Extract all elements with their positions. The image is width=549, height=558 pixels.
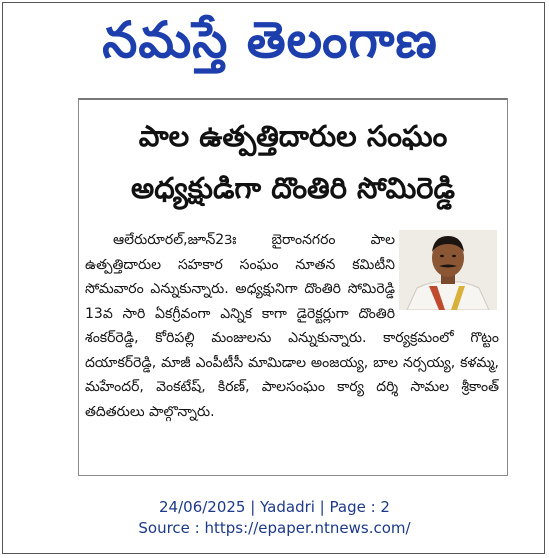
news-clipping (78, 98, 508, 476)
article-paragraph: ఆలేరురూరల్‌,జూన్‌23ః బైరాంనగరం పాల ఉత్పత్తిదారుల సహకార సంఘం నూతన కమిటీని సోమవారం ఎన్నుకున్నారు. అధ్యక్షునిగా దొంతిరి సోమిరెడ్డి 13వ సారి ఏకగ్రీవంగా ఎన్నిక కాగా డైరెక్టర్లుగా దొంతిరి శంకర్‌రెడ్డి, కోరిపల్లి మంజులను ఎన్నుకున్నారు. కార్యక్రమంలో గొట్టం దయాకర్‌రెడ్డి, మాజీ ఎంపీటీసీ మామిడాల అంజయ్య, బాల నర్సయ్య, కళమ్మ, మహేందర్‌, వెంకటేష్‌, కిరణ్‌, పాలసంఘం కార్య దర్శి సామల శ్రీకాంత్‌ తదితరులు పాల్గొన్నారు. (85, 232, 499, 420)
headline-line-2: అధ్యక్షుడిగా దొంతిరి సోమిరెడ్డి (131, 171, 455, 205)
date-edition-page: 24/06/2025 | Yadadri | Page : 2 (159, 498, 390, 516)
article-body (85, 228, 499, 424)
headline-line-1: పాల ఉత్పత్తిదారుల సంఘం (138, 119, 448, 153)
newspaper-masthead: నమస్తే తెలంగాణ (102, 10, 438, 69)
source-line: Source : https://epaper.ntnews.com/ (138, 519, 411, 537)
photo-spacer (395, 228, 499, 326)
